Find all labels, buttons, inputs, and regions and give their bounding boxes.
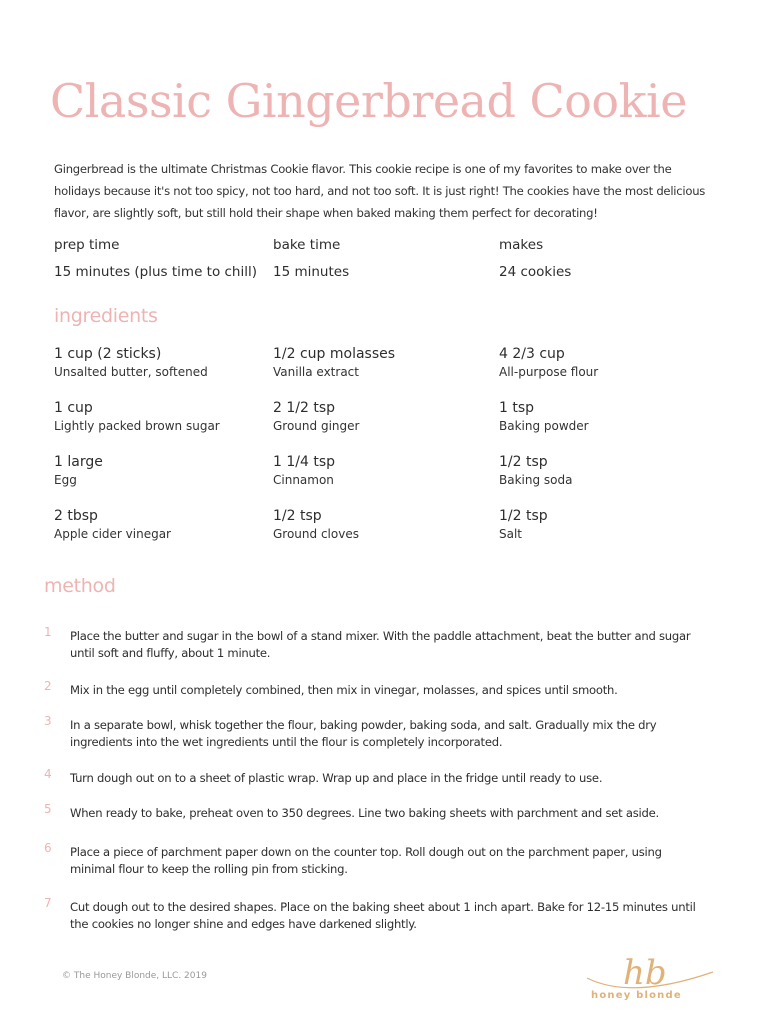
logo-letters: hb xyxy=(623,953,667,993)
ingredients-column-2 xyxy=(273,344,395,560)
ingredient-amount: 1 cup (2 sticks) xyxy=(54,346,162,362)
step-text: Turn dough out on to a sheet of plastic wrap. Wrap up and place in the fridge until ready to use. xyxy=(70,771,603,785)
step-number: 4 xyxy=(44,767,52,781)
recipe-title: Classic Gingerbread Cookie xyxy=(50,74,687,128)
prep-time-label: prep time xyxy=(54,237,120,253)
ingredient-amount: 1/2 tsp xyxy=(499,508,548,524)
ingredient-item xyxy=(273,398,395,452)
step-number: 3 xyxy=(44,714,52,728)
ingredient-item xyxy=(273,344,395,398)
ingredient-name: Apple cider vinegar xyxy=(54,527,171,541)
ingredient-amount: 4 2/3 cup xyxy=(499,346,565,362)
ingredient-name: Ground ginger xyxy=(273,419,360,433)
step-number: 1 xyxy=(44,625,52,639)
ingredient-name: Baking powder xyxy=(499,419,589,433)
ingredient-amount: 2 tbsp xyxy=(54,508,98,524)
copyright-notice: © The Honey Blonde, LLC. 2019 xyxy=(62,971,207,981)
makes-value: 24 cookies xyxy=(499,264,572,280)
honey-blonde-logo xyxy=(585,948,715,1008)
prep-time-value: 15 minutes (plus time to chill) xyxy=(54,264,258,280)
ingredient-amount: 1/2 tsp xyxy=(273,508,322,524)
ingredient-item xyxy=(54,398,220,452)
ingredient-amount: 1 tsp xyxy=(499,400,535,416)
makes xyxy=(499,232,571,286)
bake-time-value: 15 minutes xyxy=(273,264,350,280)
step-number: 2 xyxy=(44,679,52,693)
step-text: When ready to bake, preheat oven to 350 degrees. Line two baking sheets with parchment and set aside. xyxy=(70,806,659,820)
ingredient-item xyxy=(499,506,598,560)
ingredient-amount: 1 1/4 tsp xyxy=(273,454,336,470)
ingredient-amount: 1 cup xyxy=(54,400,93,416)
step-number: 7 xyxy=(44,896,52,910)
ingredient-item xyxy=(273,452,395,506)
ingredient-name: Unsalted butter, softened xyxy=(54,365,208,379)
ingredient-item xyxy=(499,398,598,452)
ingredient-amount: 1 large xyxy=(54,454,103,470)
ingredients-heading: ingredients xyxy=(54,305,158,327)
step-text: Place the butter and sugar in the bowl of a stand mixer. With the paddle attachment, beat the butter and sugar until soft and fluffy, about 1 minute. xyxy=(70,629,691,660)
bake-time xyxy=(273,232,349,286)
ingredients-column-3 xyxy=(499,344,598,560)
ingredient-name: Baking soda xyxy=(499,473,573,487)
step-number: 6 xyxy=(44,841,52,855)
ingredient-item xyxy=(499,452,598,506)
ingredient-amount: 1/2 tsp xyxy=(499,454,548,470)
ingredient-name: Ground cloves xyxy=(273,527,359,541)
ingredient-item xyxy=(54,344,220,398)
ingredient-amount: 2 1/2 tsp xyxy=(273,400,336,416)
step-number: 5 xyxy=(44,802,52,816)
ingredient-name: Cinnamon xyxy=(273,473,334,487)
bake-time-label: bake time xyxy=(273,237,341,253)
ingredient-amount: 1/2 cup molasses xyxy=(273,346,396,362)
step-text: Place a piece of parchment paper down on the counter top. Roll dough out on the parchment paper, using minimal flour to keep the rolling pin from sticking. xyxy=(70,845,662,876)
ingredient-name: Vanilla extract xyxy=(273,365,359,379)
step-text: Cut dough out to the desired shapes. Place on the baking sheet about 1 inch apart. Bake for 12-15 minutes until the cookies no longer shine and edges have darkened slightly. xyxy=(70,900,696,931)
step-text: Mix in the egg until completely combined, then mix in vinegar, molasses, and spices until smooth. xyxy=(70,683,618,697)
step-text: In a separate bowl, whisk together the flour, baking powder, baking soda, and salt. Gradually mix the dry ingredients into the wet ingredients until the flour is completely incorporated. xyxy=(70,718,657,749)
ingredient-item xyxy=(273,506,395,560)
ingredient-item xyxy=(54,452,220,506)
ingredient-name: Lightly packed brown sugar xyxy=(54,419,220,433)
ingredient-item xyxy=(499,344,598,398)
ingredients-column-1 xyxy=(54,344,220,560)
ingredient-name: Egg xyxy=(54,473,77,487)
recipe-intro: Gingerbread is the ultimate Christmas Cookie flavor. This cookie recipe is one of my favorites to make over the holidays because it's not too spicy, not too hard, and not too soft. It is just right! The cookies have the most delicious flavor, are slightly soft, but still hold their shape when baked making them perfect for decorating! xyxy=(54,162,706,220)
logo-text: honey blonde xyxy=(591,990,682,1001)
ingredient-name: All-purpose flour xyxy=(499,365,599,379)
ingredient-item xyxy=(54,506,220,560)
method-heading: method xyxy=(44,575,116,597)
prep-time xyxy=(54,232,257,286)
ingredient-name: Salt xyxy=(499,527,523,541)
makes-label: makes xyxy=(499,237,544,253)
